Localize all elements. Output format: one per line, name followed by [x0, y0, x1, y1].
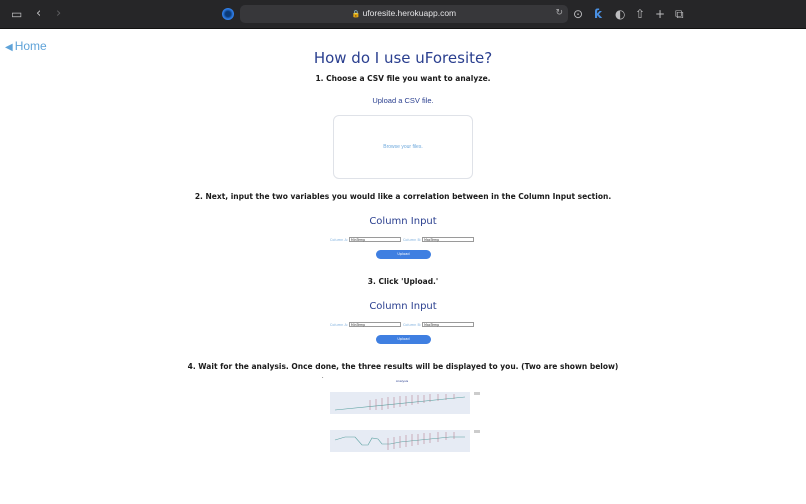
column-input-row [0, 322, 806, 330]
sidebar-icon[interactable]: ▭ [11, 7, 23, 21]
tabs-overview-icon[interactable]: ⧉ [675, 7, 684, 21]
column-a-label: Column A: [329, 237, 348, 242]
forward-icon[interactable]: › [56, 6, 62, 21]
reload-icon[interactable]: ↻ [555, 8, 563, 18]
file-dropzone[interactable] [333, 115, 473, 179]
browse-files-label: Browse your files. [383, 144, 423, 150]
share-icon[interactable]: ⇧ [635, 7, 646, 21]
browser-toolbar [0, 0, 806, 29]
shield-icon[interactable]: ◐ [615, 7, 626, 21]
new-tab-icon[interactable]: + [655, 7, 666, 21]
regression-chart [330, 392, 470, 414]
step-1: 1. Choose a CSV file you want to analyze. [315, 74, 491, 83]
column-a-label: Column A: [329, 322, 348, 327]
column-b-label: Column B: [402, 237, 422, 242]
back-arrow-icon: ◀ [5, 42, 13, 53]
column-input-title: Column Input [369, 301, 437, 312]
analysis-plot-2 [322, 422, 482, 458]
plot-legend [474, 430, 480, 433]
step-2: 2. Next, input the two variables you would like a correlation between in the Column Input section. [194, 192, 612, 201]
upload-button[interactable]: Upload [376, 250, 431, 259]
column-b-input[interactable]: MaxTemp [422, 237, 474, 242]
address-bar[interactable] [240, 5, 568, 23]
plot-area [330, 430, 470, 452]
download-icon[interactable]: ⊙ [573, 7, 584, 21]
column-input-title: Column Input [369, 216, 437, 227]
home-link[interactable]: ◀ Home [5, 39, 47, 53]
analysis-plot-1 [322, 377, 482, 421]
plot-corner-label: ▪ [322, 377, 324, 379]
extension-k-icon[interactable]: ƙ [594, 7, 602, 21]
lock-icon: 🔒 [351, 11, 361, 18]
url-text: uforesite.herokuapp.com [362, 8, 457, 18]
column-b-input[interactable]: MaxTemp [422, 322, 474, 327]
column-a-input[interactable]: MinTemp [349, 237, 401, 242]
regression-chart [330, 430, 470, 452]
upload-button[interactable]: Upload [376, 335, 431, 344]
back-icon[interactable]: ‹ [36, 6, 42, 21]
upload-csv-label: Upload a CSV file. [372, 96, 434, 105]
column-a-input[interactable]: MinTemp [349, 322, 401, 327]
step-3: 3. Click 'Upload.' [367, 277, 439, 286]
column-b-label: Column B: [402, 322, 422, 327]
column-input-row [0, 237, 806, 245]
plot-area [330, 392, 470, 414]
page-content [0, 30, 806, 504]
step-4: 4. Wait for the analysis. Once done, the three results will be displayed to you. (Two are shown below) [187, 362, 619, 371]
analysis-title: Analysis [395, 379, 409, 383]
page-title: How do I use uForesite? [313, 49, 493, 67]
extension-icon[interactable] [222, 8, 234, 20]
plot-legend [474, 392, 480, 395]
